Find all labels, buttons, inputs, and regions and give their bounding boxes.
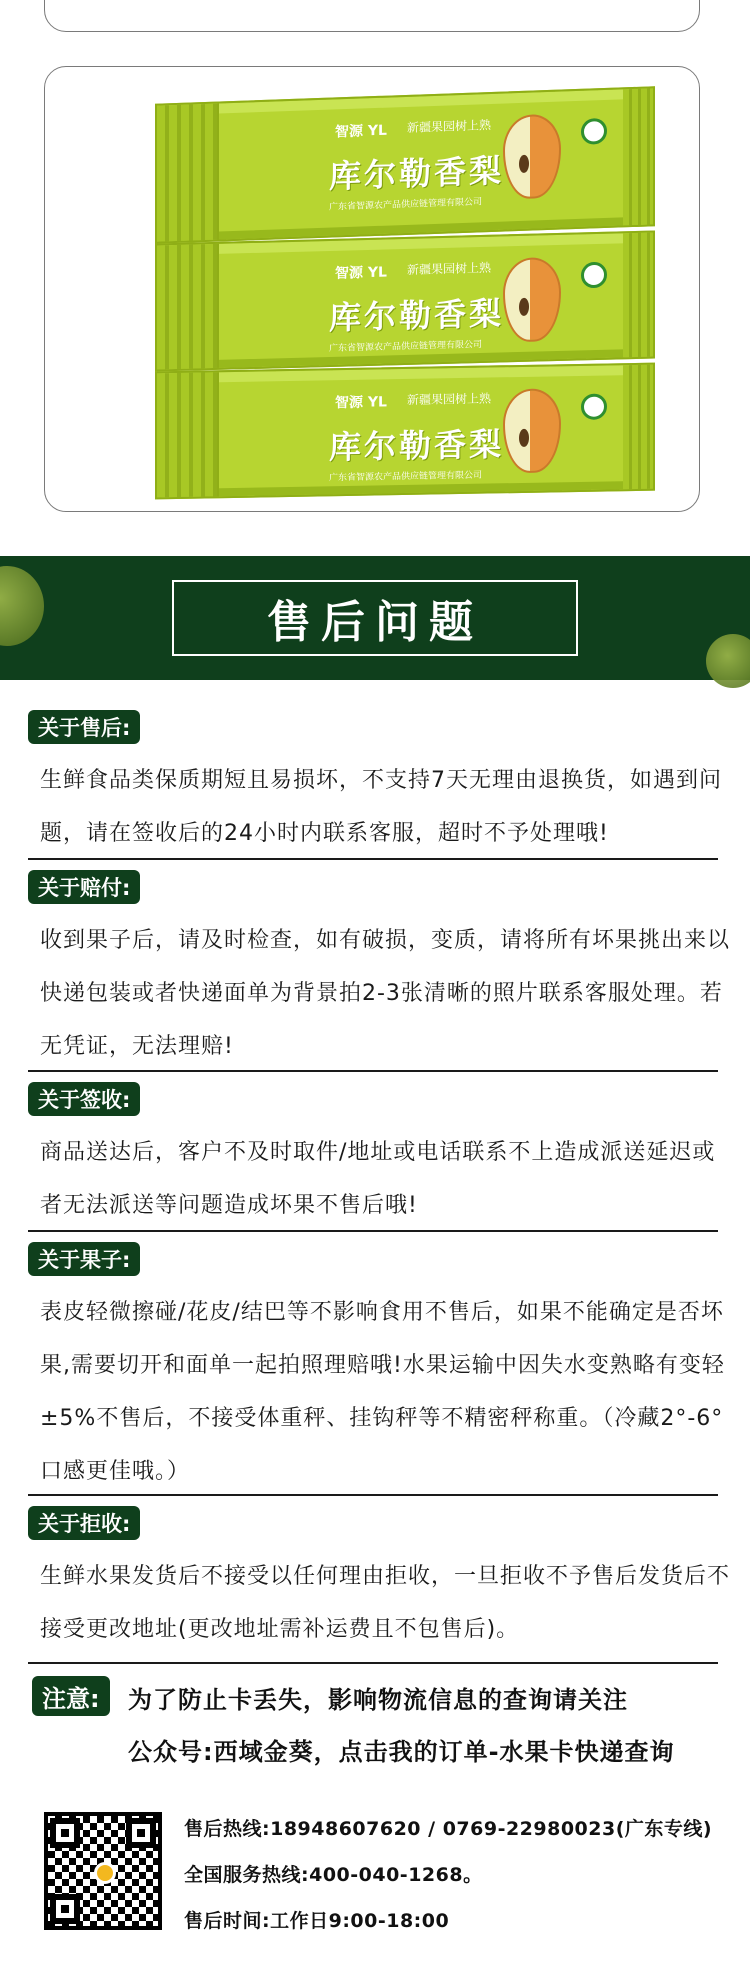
crate-slogan: 新疆果园树上熟 — [407, 260, 492, 277]
after-sales-banner — [0, 556, 750, 680]
qr-code-icon[interactable] — [44, 1812, 162, 1930]
crate-top — [155, 86, 655, 243]
section-tag-receipt: 关于签收: — [28, 1082, 140, 1116]
after-sales-hotline: 售后热线:18948607620 / 0769-22980023(广东专线) — [184, 1818, 713, 1840]
section-text-fruit: 表皮轻微擦碰/花皮/结巴等不影响食用不售后，如果不能确定是否坏果,需要切开和面单一起拍照理赔哦!水果运输中因失水变熟略有变轻±5%不售后，不接受体重秤、挂钩秤等不精密秤称重。（冷藏2°-6°口感更佳哦。） — [40, 1300, 725, 1484]
section-tag-after-sales: 关于售后: — [28, 710, 140, 744]
crate-middle — [155, 230, 655, 371]
section-text-refusal: 生鲜水果发货后不接受以任何理由拒收，一旦拒收不予售后发货后不接受更改地址(更改地址需补运费且不包售后)。 — [40, 1564, 731, 1642]
section-tag-fruit: 关于果子: — [28, 1242, 140, 1276]
banner-title-box — [172, 580, 578, 656]
divider — [28, 1494, 718, 1496]
section-tag-compensation: 关于赔付: — [28, 870, 140, 904]
crate-title: 库尔勒香梨 — [329, 151, 505, 196]
seal-icon — [581, 393, 607, 419]
crate-brand: 智源 YL — [335, 264, 387, 282]
pear-icon — [503, 114, 561, 200]
divider — [28, 1662, 718, 1664]
pear-icon — [503, 257, 561, 343]
section-text-after-sales: 生鲜食品类保质期短且易损坏，不支持7天无理由退换货，如遇到问题，请在签收后的24小时内联系客服，超时不予处理哦! — [40, 768, 722, 846]
seal-icon — [581, 118, 607, 145]
note-line-2: 公众号:西域金葵，点击我的订单-水果卡快递查询 — [128, 1738, 675, 1766]
crate-title: 库尔勒香梨 — [329, 425, 505, 467]
service-hours: 售后时间:工作日9:00-18:00 — [184, 1910, 450, 1932]
product-photo-frame-top — [44, 0, 700, 32]
section-text-compensation: 收到果子后，请及时检查，如有破损，变质，请将所有坏果挑出来以快递包装或者快递面单为背景拍2-3张清晰的照片联系客服处理。若无凭证，无法理赔! — [40, 928, 731, 1059]
crate-bottom — [155, 363, 655, 500]
note-line-1: 为了防止卡丢失，影响物流信息的查询请关注 — [128, 1686, 628, 1714]
seal-icon — [581, 262, 607, 289]
national-hotline: 全国服务热线:400-040-1268。 — [184, 1864, 483, 1886]
section-text-receipt: 商品送达后，客户不及时取件/地址或电话联系不上造成派送延迟或者无法派送等问题造成坏果不售后哦! — [40, 1140, 716, 1218]
pear-icon — [503, 388, 561, 473]
divider — [28, 858, 718, 860]
crate-subtitle: 广东省智源农产品供应链管理有限公司 — [329, 339, 483, 354]
banner-title: 售后问题 — [267, 597, 483, 648]
note-tag: 注意: — [32, 1676, 110, 1716]
divider — [28, 1070, 718, 1072]
product-photo — [44, 66, 700, 512]
pear-leaf-icon — [706, 634, 750, 688]
crate-subtitle: 广东省智源农产品供应链管理有限公司 — [329, 470, 483, 484]
section-tag-refusal: 关于拒收: — [28, 1506, 140, 1540]
crate-slogan: 新疆果园树上熟 — [407, 117, 492, 135]
crate-brand: 智源 YL — [335, 394, 387, 412]
crate-slogan: 新疆果园树上熟 — [407, 391, 492, 407]
crate-title: 库尔勒香梨 — [329, 294, 505, 337]
divider — [28, 1230, 718, 1232]
crate-brand: 智源 YL — [335, 122, 387, 141]
pear-leaf-icon — [0, 566, 44, 646]
crate-subtitle: 广东省智源农产品供应链管理有限公司 — [329, 197, 483, 213]
